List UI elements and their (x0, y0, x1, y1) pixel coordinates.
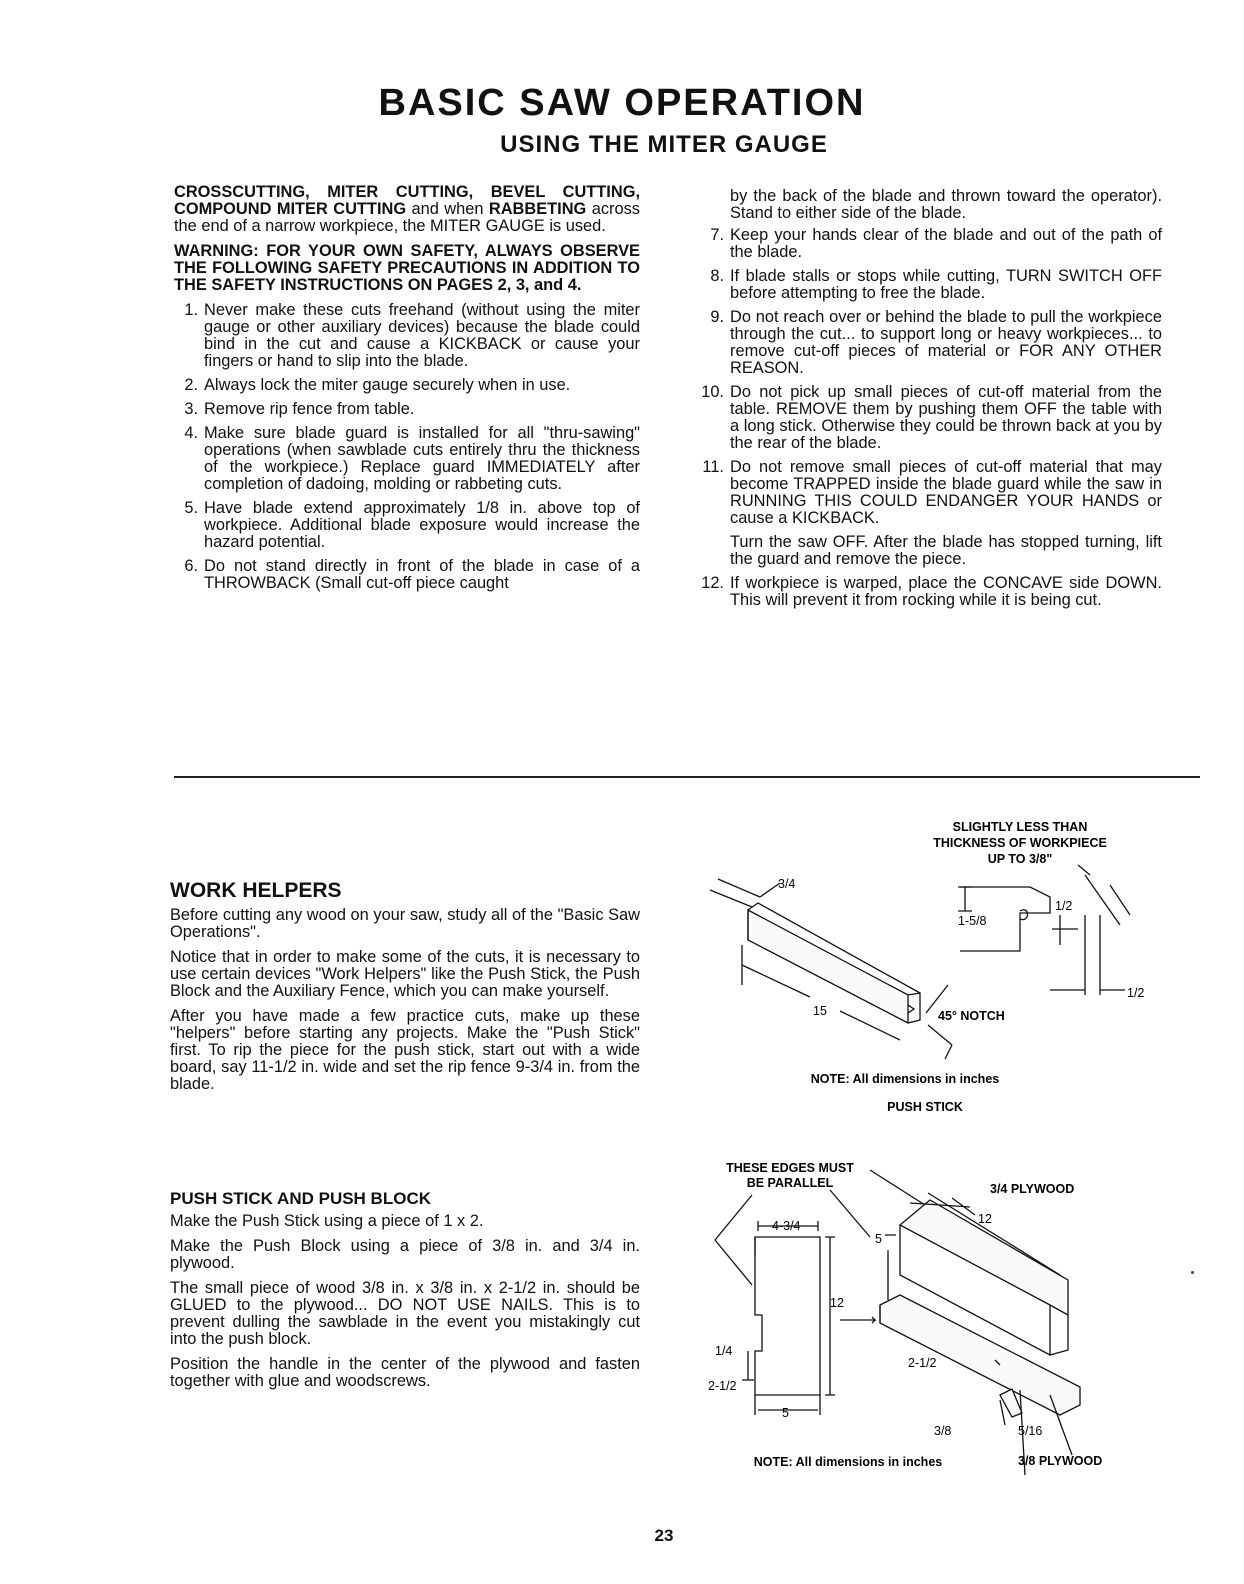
item-number: 5. (184, 499, 198, 517)
notch-label: 45° NOTCH (938, 1009, 1005, 1023)
left-column (174, 184, 640, 599)
page-number: 23 (654, 1526, 674, 1545)
plywood-38-label: 3/8 PLYWOOD (1018, 1454, 1103, 1468)
item-text: Do not pick up small pieces of cut-off material from the table. REMOVE them by pushing them OFF the table with a long stick. Otherwise they could be thrown back at you by the rear of the blade. (730, 383, 1162, 452)
item-number: 1. (184, 301, 198, 319)
work-helpers-paragraph: Notice that in order to make some of the cuts, it is necessary to use certain devices "Work Helpers" like the Push Stick, the Push Block and the Auxiliary Fence, which you can make yourself. (170, 948, 640, 1000)
work-helpers-paragraph: After you have made a few practice cuts, make up these "helpers" before starting any projects. Make the "Push Stick" first. To rip the piece for the push stick, start out with a wide board, say 11-1/2 in. wide and set the rip fence 9-3/4 in. from the blade. (170, 1007, 640, 1093)
list-item (174, 558, 640, 592)
push-block-diagram (700, 1155, 1150, 1475)
item-text: Do not stand directly in front of the blade in case of a THROWBACK (Small cut-off piece caught (204, 557, 640, 592)
precautions-list-right (700, 227, 1162, 527)
dim-3-8: 3/8 (934, 1424, 952, 1438)
push-stick-label-3: UP TO 3/8" (987, 852, 1053, 866)
list-item (700, 309, 1162, 377)
list-item (700, 268, 1162, 302)
parallel-label-2: BE PARALLEL (746, 1176, 834, 1190)
push-block-paragraph: The small piece of wood 3/8 in. x 3/8 in. x 2-1/2 in. should be GLUED to the plywood... DO NOT USE NAILS. This is to prevent dulling the sawblade in the event you mistakingly cut into the push block. (170, 1279, 640, 1348)
push-block-heading: PUSH STICK AND PUSH BLOCK (170, 1189, 431, 1208)
dim-3-4: 3/4 (778, 877, 796, 891)
item-text: Remove rip fence from table. (204, 400, 415, 418)
push-block-paragraph: Make the Push Block using a piece of 3/8 in. and 3/4 in. plywood. (170, 1237, 640, 1272)
dim-1-2-top: 1/2 (1055, 899, 1073, 913)
precautions-list-right-end (700, 575, 1162, 609)
precautions-list-left (174, 302, 640, 592)
item-text: Keep your hands clear of the blade and out of the path of the blade. (730, 226, 1162, 261)
precaution-6-continued: by the back of the blade and thrown toward the operator). Stand to either side of the blade. (730, 187, 1162, 222)
dim-15: 15 (813, 1004, 827, 1018)
intro-bold-1: CROSSCUTTING, MITER CUTTING, BEVEL CUTTING, COMPOUND MITER CUTTING (174, 183, 640, 218)
push-stick-label-2: THICKNESS OF WORKPIECE (933, 836, 1107, 850)
item-text: If workpiece is warped, place the CONCAVE side DOWN. This will prevent it from rocking while it is being cut. (730, 574, 1162, 609)
push-stick-caption: PUSH STICK (887, 1100, 963, 1114)
work-helpers-section (170, 879, 640, 1101)
list-item (174, 401, 640, 418)
item-number: 2. (184, 376, 198, 394)
item-number: 11. (702, 458, 724, 476)
dim-5-16: 5/16 (1018, 1424, 1043, 1438)
item-text: Make sure blade guard is installed for all "thru-sawing" operations (when sawblade cuts entirely thru the thickness of the workpiece.) Replace guard IMMEDIATELY after completion of dadoing, molding or rabbeting cuts. (204, 424, 640, 493)
intro-paragraph (174, 184, 640, 235)
list-item (700, 227, 1162, 261)
dim-1-4: 1/4 (715, 1344, 733, 1358)
item-text: Have blade extend approximately 1/8 in. above top of workpiece. Additional blade exposure would increase the hazard potential. (204, 499, 640, 551)
intro-text-2: across the end of a narrow workpiece, the MITER GAUGE is used. (174, 200, 640, 235)
plywood-34-label: 3/4 PLYWOOD (990, 1182, 1075, 1196)
push-stick-label-1: SLIGHTLY LESS THAN (952, 820, 1088, 834)
dim-12-side: 12 (830, 1296, 844, 1310)
push-block-note: NOTE: All dimensions in inches (753, 1455, 943, 1469)
dim-5-bottom: 5 (782, 1406, 789, 1420)
push-block-paragraph: Make the Push Stick using a piece of 1 x 2. (170, 1212, 484, 1230)
item-text: Never make these cuts freehand (without using the miter gauge or other auxiliary devices) because the blade could bind in the cut and cause a KICKBACK or cause your fingers or hand to slip into the blade. (204, 301, 640, 370)
item-number: 7. (710, 226, 724, 244)
list-item (700, 575, 1162, 609)
dim-1-2-side: 1/2 (1127, 986, 1145, 1000)
dim-1-5-8: 1-5/8 (958, 914, 987, 928)
section-divider (174, 776, 1200, 778)
intro-text-1: and when (406, 200, 489, 218)
dim-5-top: 5 (875, 1232, 882, 1246)
page-title: BASIC SAW OPERATION (378, 82, 866, 124)
list-item (174, 425, 640, 493)
list-item (700, 384, 1162, 452)
work-helpers-heading: WORK HELPERS (170, 879, 342, 902)
item-number: 12. (701, 574, 724, 592)
push-block-section (170, 1190, 640, 1398)
item-text: Always lock the miter gauge securely when in use. (204, 376, 571, 394)
item-text: If blade stalls or stops while cutting, TURN SWITCH OFF before attempting to free the blade. (730, 267, 1162, 302)
item-number: 8. (710, 267, 724, 285)
item-number: 9. (710, 308, 724, 326)
item-number: 6. (184, 557, 198, 575)
precaution-11-extra: Turn the saw OFF. After the blade has stopped turning, lift the guard and remove the piece. (730, 533, 1162, 568)
dim-4-3-4: 4-3/4 (772, 1219, 801, 1233)
right-column (700, 188, 1162, 616)
list-item (174, 500, 640, 551)
push-block-paragraph: Position the handle in the center of the plywood and fasten together with glue and woodscrews. (170, 1355, 640, 1390)
scan-speck (1191, 1271, 1194, 1274)
parallel-label-1: THESE EDGES MUST (726, 1161, 854, 1175)
dim-12-top: 12 (978, 1212, 992, 1226)
list-item (700, 459, 1162, 527)
dim-2-1-2-left: 2-1/2 (708, 1379, 737, 1393)
push-stick-diagram (690, 815, 1190, 1125)
item-text: Do not remove small pieces of cut-off material that may become TRAPPED inside the blade guard while the saw in RUNNING THIS COULD ENDANGER YOUR HANDS or cause a KICKBACK. (730, 458, 1162, 527)
page-subtitle: USING THE MITER GAUGE (500, 131, 828, 158)
intro-bold-2: RABBETING (488, 200, 587, 218)
item-number: 3. (184, 400, 198, 418)
work-helpers-paragraph: Before cutting any wood on your saw, study all of the "Basic Saw Operations". (170, 906, 640, 941)
push-stick-note: NOTE: All dimensions in inches (810, 1072, 1000, 1086)
dim-2-1-2-right: 2-1/2 (908, 1356, 937, 1370)
item-text: Do not reach over or behind the blade to pull the workpiece through the cut... to support long or heavy workpieces... to remove cut-off pieces of material or FOR ANY OTHER REASON. (730, 308, 1162, 377)
list-item (174, 377, 640, 394)
list-item (174, 302, 640, 370)
item-number: 10. (701, 383, 724, 401)
push-stick-drawing (710, 865, 1130, 1059)
item-number: 4. (184, 424, 198, 442)
safety-warning: WARNING: FOR YOUR OWN SAFETY, ALWAYS OBSERVE THE FOLLOWING SAFETY PRECAUTIONS IN ADDITION TO THE SAFETY INSTRUCTIONS ON PAGES 2, 3, and 4. (174, 242, 640, 294)
